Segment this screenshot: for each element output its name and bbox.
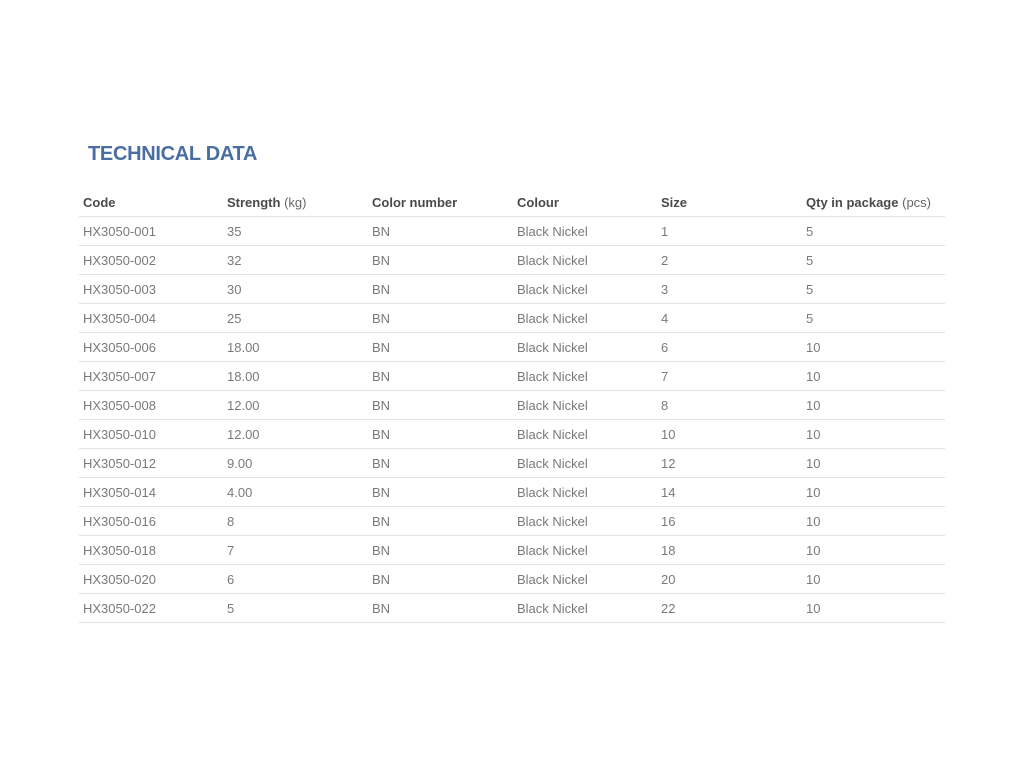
header-color-number <box>368 188 513 217</box>
cell-color-number: BN <box>368 478 513 507</box>
cell-color-number: BN <box>368 275 513 304</box>
cell-colour: Black Nickel <box>513 420 657 449</box>
cell-qty: 10 <box>802 565 945 594</box>
cell-code: HX3050-010 <box>79 420 223 449</box>
cell-qty: 5 <box>802 304 945 333</box>
cell-code: HX3050-001 <box>79 217 223 246</box>
cell-qty: 10 <box>802 507 945 536</box>
cell-size: 12 <box>657 449 802 478</box>
table-row <box>79 507 945 536</box>
cell-colour: Black Nickel <box>513 217 657 246</box>
cell-size: 14 <box>657 478 802 507</box>
cell-colour: Black Nickel <box>513 594 657 623</box>
cell-strength: 6 <box>223 565 368 594</box>
cell-color-number: BN <box>368 420 513 449</box>
table-row <box>79 478 945 507</box>
cell-colour: Black Nickel <box>513 478 657 507</box>
cell-colour: Black Nickel <box>513 275 657 304</box>
cell-strength: 35 <box>223 217 368 246</box>
header-colour <box>513 188 657 217</box>
cell-qty: 5 <box>802 275 945 304</box>
header-size <box>657 188 802 217</box>
cell-qty: 10 <box>802 362 945 391</box>
cell-colour: Black Nickel <box>513 391 657 420</box>
cell-code: HX3050-018 <box>79 536 223 565</box>
cell-size: 16 <box>657 507 802 536</box>
header-code <box>79 188 223 217</box>
cell-code: HX3050-022 <box>79 594 223 623</box>
cell-qty: 5 <box>802 246 945 275</box>
cell-color-number: BN <box>368 507 513 536</box>
cell-size: 18 <box>657 536 802 565</box>
table-row <box>79 275 945 304</box>
section-title: TECHNICAL DATA <box>88 143 258 165</box>
cell-code: HX3050-008 <box>79 391 223 420</box>
cell-color-number: BN <box>368 391 513 420</box>
cell-size: 3 <box>657 275 802 304</box>
cell-code: HX3050-007 <box>79 362 223 391</box>
table-row <box>79 333 945 362</box>
table-row <box>79 362 945 391</box>
cell-strength: 8 <box>223 507 368 536</box>
cell-qty: 10 <box>802 449 945 478</box>
technical-data-table <box>79 188 945 623</box>
cell-qty: 5 <box>802 217 945 246</box>
cell-color-number: BN <box>368 333 513 362</box>
header-colour-label: Colour <box>517 194 559 210</box>
cell-strength: 25 <box>223 304 368 333</box>
cell-colour: Black Nickel <box>513 536 657 565</box>
cell-size: 8 <box>657 391 802 420</box>
table-header-row <box>79 188 945 217</box>
cell-qty: 10 <box>802 391 945 420</box>
cell-color-number: BN <box>368 246 513 275</box>
cell-code: HX3050-014 <box>79 478 223 507</box>
cell-strength: 30 <box>223 275 368 304</box>
cell-strength: 12.00 <box>223 420 368 449</box>
table-row <box>79 594 945 623</box>
table-row <box>79 391 945 420</box>
cell-color-number: BN <box>368 362 513 391</box>
cell-color-number: BN <box>368 217 513 246</box>
cell-size: 10 <box>657 420 802 449</box>
header-strength-label: Strength <box>227 194 281 210</box>
cell-code: HX3050-004 <box>79 304 223 333</box>
table-row <box>79 246 945 275</box>
cell-colour: Black Nickel <box>513 304 657 333</box>
header-code-label: Code <box>83 194 116 210</box>
cell-strength: 9.00 <box>223 449 368 478</box>
header-qty-label: Qty in package <box>806 194 899 210</box>
cell-colour: Black Nickel <box>513 333 657 362</box>
cell-code: HX3050-012 <box>79 449 223 478</box>
cell-color-number: BN <box>368 594 513 623</box>
cell-strength: 7 <box>223 536 368 565</box>
cell-colour: Black Nickel <box>513 246 657 275</box>
header-qty-unit: (pcs) <box>902 194 931 210</box>
cell-qty: 10 <box>802 333 945 362</box>
cell-strength: 18.00 <box>223 333 368 362</box>
cell-code: HX3050-002 <box>79 246 223 275</box>
cell-code: HX3050-006 <box>79 333 223 362</box>
cell-color-number: BN <box>368 565 513 594</box>
cell-qty: 10 <box>802 478 945 507</box>
cell-strength: 5 <box>223 594 368 623</box>
cell-colour: Black Nickel <box>513 507 657 536</box>
header-strength <box>223 188 368 217</box>
table-row <box>79 536 945 565</box>
cell-color-number: BN <box>368 536 513 565</box>
cell-code: HX3050-003 <box>79 275 223 304</box>
cell-color-number: BN <box>368 449 513 478</box>
cell-size: 20 <box>657 565 802 594</box>
cell-strength: 12.00 <box>223 391 368 420</box>
cell-colour: Black Nickel <box>513 362 657 391</box>
cell-size: 22 <box>657 594 802 623</box>
cell-code: HX3050-020 <box>79 565 223 594</box>
table-body <box>79 217 945 623</box>
cell-strength: 18.00 <box>223 362 368 391</box>
cell-qty: 10 <box>802 420 945 449</box>
cell-size: 7 <box>657 362 802 391</box>
cell-qty: 10 <box>802 536 945 565</box>
cell-size: 4 <box>657 304 802 333</box>
cell-qty: 10 <box>802 594 945 623</box>
table-row <box>79 565 945 594</box>
cell-strength: 4.00 <box>223 478 368 507</box>
header-size-label: Size <box>661 194 688 210</box>
cell-size: 6 <box>657 333 802 362</box>
header-qty <box>802 188 945 217</box>
table-row <box>79 304 945 333</box>
header-strength-unit: (kg) <box>284 194 307 210</box>
cell-color-number: BN <box>368 304 513 333</box>
table-row <box>79 449 945 478</box>
table-row <box>79 217 945 246</box>
cell-code: HX3050-016 <box>79 507 223 536</box>
cell-colour: Black Nickel <box>513 565 657 594</box>
cell-colour: Black Nickel <box>513 449 657 478</box>
table-row <box>79 420 945 449</box>
header-color-number-label: Color number <box>372 194 458 210</box>
cell-size: 2 <box>657 246 802 275</box>
cell-strength: 32 <box>223 246 368 275</box>
cell-size: 1 <box>657 217 802 246</box>
